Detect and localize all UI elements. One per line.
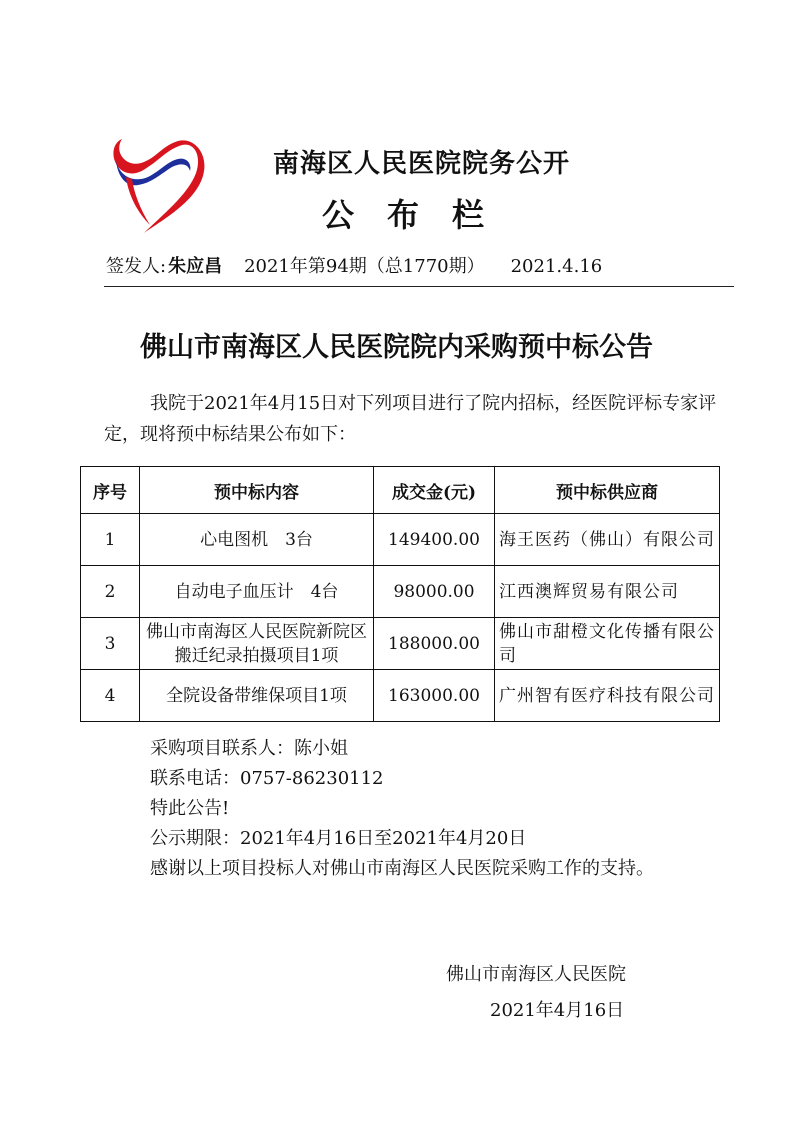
issue-date: 2021.4.16 xyxy=(510,256,603,277)
hospital-logo xyxy=(110,133,206,237)
row-supplier: 广州智有医疗科技有限公司 xyxy=(495,670,720,722)
header-divider xyxy=(104,286,734,287)
notice-intro: 我院于2021年4月15日对下列项目进行了院内招标，经医院评标专家评定，现将预中标结果公布如下： xyxy=(104,393,717,445)
table-row xyxy=(81,566,720,618)
signer-name: 朱应昌 xyxy=(168,256,223,277)
table-row xyxy=(81,618,720,670)
table-row xyxy=(81,514,720,566)
table-row xyxy=(81,670,720,722)
board-title: 公布栏 xyxy=(322,196,518,234)
header-supplier: 预中标供应商 xyxy=(495,467,720,514)
contact-phone: 联系电话：0757-86230112 xyxy=(150,768,384,789)
row-amount: 163000.00 xyxy=(374,670,495,722)
row-amount: 149400.00 xyxy=(374,514,495,566)
sign-line xyxy=(106,252,602,278)
logo-red-ribbon xyxy=(113,139,204,233)
row-item: 自动电子血压计 4台 xyxy=(140,566,374,618)
header-content: 预中标内容 xyxy=(140,467,374,514)
thanks-text: 感谢以上项目投标人对佛山市南海区人民医院采购工作的支持。 xyxy=(150,858,654,879)
results-table xyxy=(80,466,720,722)
row-item: 心电图机 3台 xyxy=(140,514,374,566)
signature-date: 2021年4月16日 xyxy=(490,1000,625,1021)
signer-label: 签发人: xyxy=(106,256,167,277)
header-index: 序号 xyxy=(81,467,140,514)
row-index: 2 xyxy=(81,566,140,618)
row-supplier: 江西澳辉贸易有限公司 xyxy=(495,566,720,618)
notice-title: 佛山市南海区人民医院院内采购预中标公告 xyxy=(140,332,653,363)
publicity-period: 公示期限：2021年4月16日至2021年4月20日 xyxy=(150,828,527,849)
issue-number: 2021年第94期（总1770期） xyxy=(244,256,485,277)
row-index: 3 xyxy=(81,618,140,670)
notice-footer xyxy=(104,734,732,884)
signature-org: 佛山市南海区人民医院 xyxy=(446,964,626,985)
row-amount: 188000.00 xyxy=(374,618,495,670)
table-header-row xyxy=(81,467,720,514)
contact-person: 采购项目联系人：陈小姐 xyxy=(150,738,348,759)
row-supplier: 海王医药（佛山）有限公司 xyxy=(495,514,720,566)
row-supplier: 佛山市甜橙文化传播有限公司 xyxy=(495,618,720,670)
row-item: 全院设备带维保项目1项 xyxy=(140,670,374,722)
org-title: 南海区人民医院院务公开 xyxy=(273,149,571,179)
row-amount: 98000.00 xyxy=(374,566,495,618)
row-index: 4 xyxy=(81,670,140,722)
announce-text: 特此公告! xyxy=(150,798,230,819)
row-index: 1 xyxy=(81,514,140,566)
row-item: 佛山市南海区人民医院新院区搬迁纪录拍摄项目1项 xyxy=(140,618,374,670)
header-amount: 成交金(元) xyxy=(374,467,495,514)
